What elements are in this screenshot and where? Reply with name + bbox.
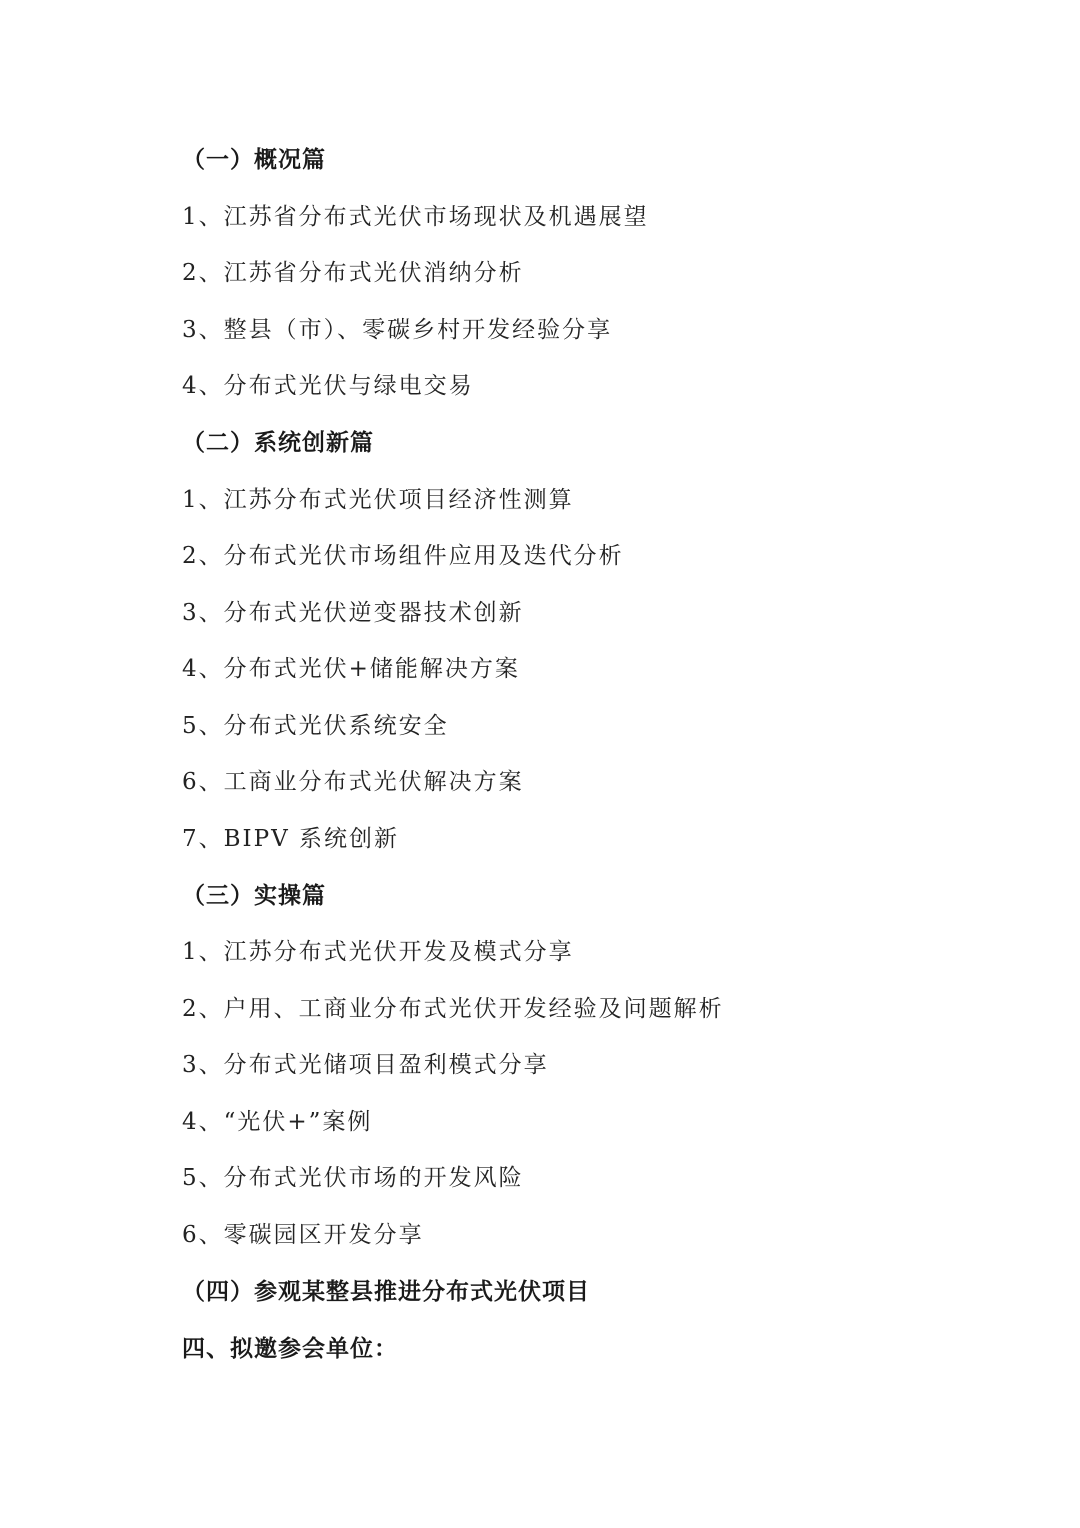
- list-item: 6、零碳园区开发分享: [182, 1222, 424, 1248]
- section-title-site-visit: （四）参观某整县推进分布式光伏项目: [182, 1278, 590, 1305]
- list-item: 2、户用、工商业分布式光伏开发经验及问题解析: [182, 996, 724, 1022]
- list-item: 3、整县（市）、零碳乡村开发经验分享: [182, 317, 613, 343]
- list-item: 3、分布式光伏逆变器技术创新: [182, 600, 524, 626]
- section-title-practice: （三）实操篇: [182, 882, 326, 909]
- main-heading-invited-units: 四、拟邀参会单位：: [182, 1335, 398, 1362]
- list-item: 6、工商业分布式光伏解决方案: [182, 769, 524, 795]
- section-title-overview: （一）概况篇: [182, 146, 326, 173]
- list-item: 3、分布式光储项目盈利模式分享: [182, 1052, 549, 1078]
- list-item: 4、分布式光伏与绿电交易: [182, 373, 474, 399]
- list-item: 5、分布式光伏市场的开发风险: [182, 1165, 524, 1191]
- list-item: 1、江苏省分布式光伏市场现状及机遇展望: [182, 204, 649, 230]
- list-item: 1、江苏分布式光伏项目经济性测算: [182, 487, 574, 513]
- list-item: 2、分布式光伏市场组件应用及迭代分析: [182, 543, 624, 569]
- list-item: 4、分布式光伏+储能解决方案: [182, 656, 520, 682]
- list-item: 5、分布式光伏系统安全: [182, 713, 449, 739]
- section-title-system-innovation: （二）系统创新篇: [182, 429, 374, 456]
- list-item: 1、江苏分布式光伏开发及模式分享: [182, 939, 574, 965]
- list-item: 7、BIPV 系统创新: [182, 826, 400, 852]
- list-item: 4、“光伏+”案例: [182, 1109, 373, 1135]
- list-item: 2、江苏省分布式光伏消纳分析: [182, 260, 524, 286]
